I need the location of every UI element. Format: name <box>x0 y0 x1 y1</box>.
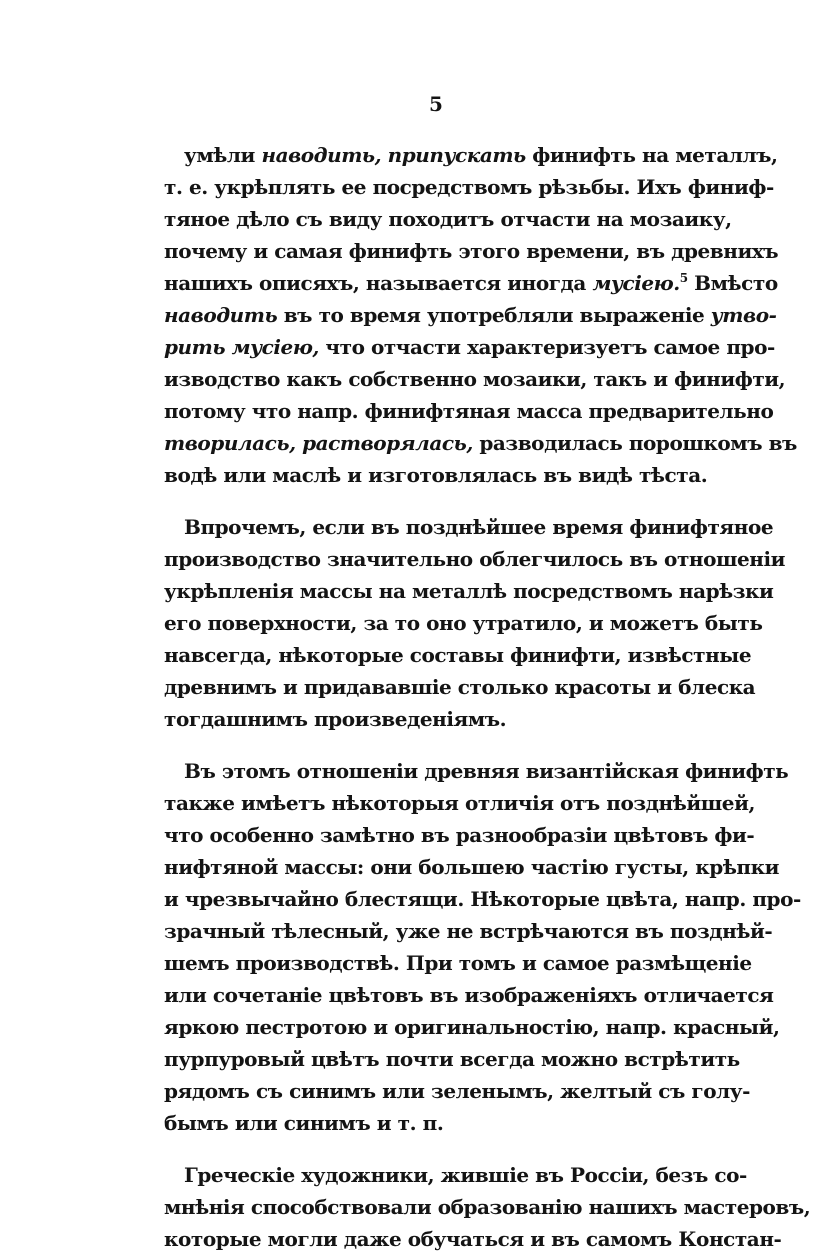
text-segment: что особенно замѣтно въ разнообразiи цвѣтовъ фи- <box>164 823 755 847</box>
text-segment: шемъ производствѣ. При томъ и самое размѣщенiе <box>164 951 752 975</box>
text-segment: зрачный тѣлесный, уже не встрѣчаются въ позднѣй- <box>164 919 773 943</box>
text-line <box>164 299 777 331</box>
text-segment: рядомъ съ синимъ или зеленымъ, желтый съ голу- <box>164 1079 750 1103</box>
text-line <box>164 203 732 235</box>
text-line <box>164 363 786 395</box>
text-segment: производство значительно облегчилось въ отношенiи <box>164 547 786 571</box>
paragraph <box>164 511 786 735</box>
text-line <box>164 883 801 915</box>
text-segment: нашихъ описяхъ, называется иногда <box>164 271 593 295</box>
paragraph <box>164 755 801 1139</box>
text-segment: изводство какъ собственно мозаики, такъ и финифти, <box>164 367 786 391</box>
text-line <box>164 575 774 607</box>
text-line <box>164 607 763 639</box>
text-segment: мнѣнiя способствовали образованiю нашихъ мастеровъ, <box>164 1195 811 1219</box>
text-segment: или сочетанiе цвѣтовъ въ изображенiяхъ отличается <box>164 983 774 1007</box>
text-segment: Въ этомъ отношенiи древняя византiйская финифть <box>184 759 789 783</box>
text-segment: водѣ или маслѣ и изготовлялась въ видѣ тѣста. <box>164 463 708 487</box>
text-line <box>164 543 786 575</box>
italic-term: мусiею. <box>592 271 680 295</box>
text-line <box>164 171 774 203</box>
text-line <box>164 755 789 787</box>
text-line <box>164 1191 811 1223</box>
text-segment: тогдашнимъ произведенiямъ. <box>164 707 507 731</box>
text-line <box>164 703 720 735</box>
text-line <box>164 1223 782 1255</box>
text-segment: разводилась порошкомъ въ <box>472 431 797 455</box>
paragraph <box>164 1159 811 1255</box>
text-segment: укрѣпленiя массы на металлѣ посредствомъ нарѣзки <box>164 579 774 603</box>
text-segment: въ то время употребляли выраженiе <box>277 303 711 327</box>
paragraph <box>164 139 797 491</box>
text-segment: Греческiе художники, жившiе въ Россiи, безъ со- <box>184 1163 747 1187</box>
text-line <box>164 1107 720 1139</box>
text-segment: Вмѣсто <box>687 271 778 295</box>
footnote-marker: 5 <box>679 271 688 285</box>
italic-term: рить мусiею, <box>164 335 319 359</box>
text-segment: также имѣетъ нѣкоторыя отличiя отъ позднѣйшей, <box>164 791 755 815</box>
text-line <box>164 671 756 703</box>
text-segment: древнимъ и придававшiе столько красоты и блеска <box>164 675 756 699</box>
italic-term: наводить <box>164 303 278 327</box>
italic-term: наводить, припускать <box>261 143 526 167</box>
text-line <box>164 139 778 171</box>
text-line <box>164 947 752 979</box>
text-line <box>164 459 720 491</box>
text-line <box>164 787 755 819</box>
body-text <box>164 139 811 1255</box>
text-line <box>164 267 778 299</box>
text-segment: Впрочемъ, если въ позднѣйшее время финифтяное <box>184 515 774 539</box>
text-line <box>164 851 780 883</box>
text-segment: что отчасти характеризуетъ самое про- <box>318 335 775 359</box>
text-line <box>164 1043 740 1075</box>
text-segment: пурпуровый цвѣтъ почти всегда можно встрѣтить <box>164 1047 740 1071</box>
text-line <box>164 915 773 947</box>
text-line <box>164 639 752 671</box>
text-segment: яркою пестротою и оригинальностiю, напр. красный, <box>164 1015 780 1039</box>
text-line <box>164 511 774 543</box>
text-line <box>164 1159 747 1191</box>
text-segment: тяное дѣло съ виду походитъ отчасти на мозаику, <box>164 207 732 231</box>
text-segment: умѣли <box>184 143 262 167</box>
text-line <box>164 427 797 459</box>
italic-term: утво- <box>710 303 777 327</box>
text-segment: которые могли даже обучаться и въ самомъ Констан- <box>164 1227 782 1251</box>
text-segment: бымъ или синимъ и т. п. <box>164 1111 444 1135</box>
text-segment: т. е. укрѣплять ее посредствомъ рѣзьбы. Ихъ финиф- <box>164 175 774 199</box>
text-segment: и чрезвычайно блестящи. Нѣкоторые цвѣта, напр. про- <box>164 887 801 911</box>
text-line <box>164 1011 780 1043</box>
text-segment: навсегда, нѣкоторые составы финифти, извѣстные <box>164 643 752 667</box>
text-line <box>164 395 774 427</box>
text-line <box>164 331 775 363</box>
text-segment: финифть на металлъ, <box>525 143 778 167</box>
italic-term: творилась, растворялась, <box>164 431 473 455</box>
text-line <box>164 819 755 851</box>
text-line <box>164 235 779 267</box>
text-segment: его поверхности, за то оно утратило, и можетъ быть <box>164 611 763 635</box>
text-line <box>164 979 774 1011</box>
text-segment: нифтяной массы: они большею частiю густы, крѣпки <box>164 855 780 879</box>
text-line <box>164 1075 750 1107</box>
text-segment: потому что напр. финифтяная масса предварительно <box>164 399 774 423</box>
text-segment: почему и самая финифть этого времени, въ древнихъ <box>164 239 779 263</box>
page-number: 5 <box>429 92 443 116</box>
